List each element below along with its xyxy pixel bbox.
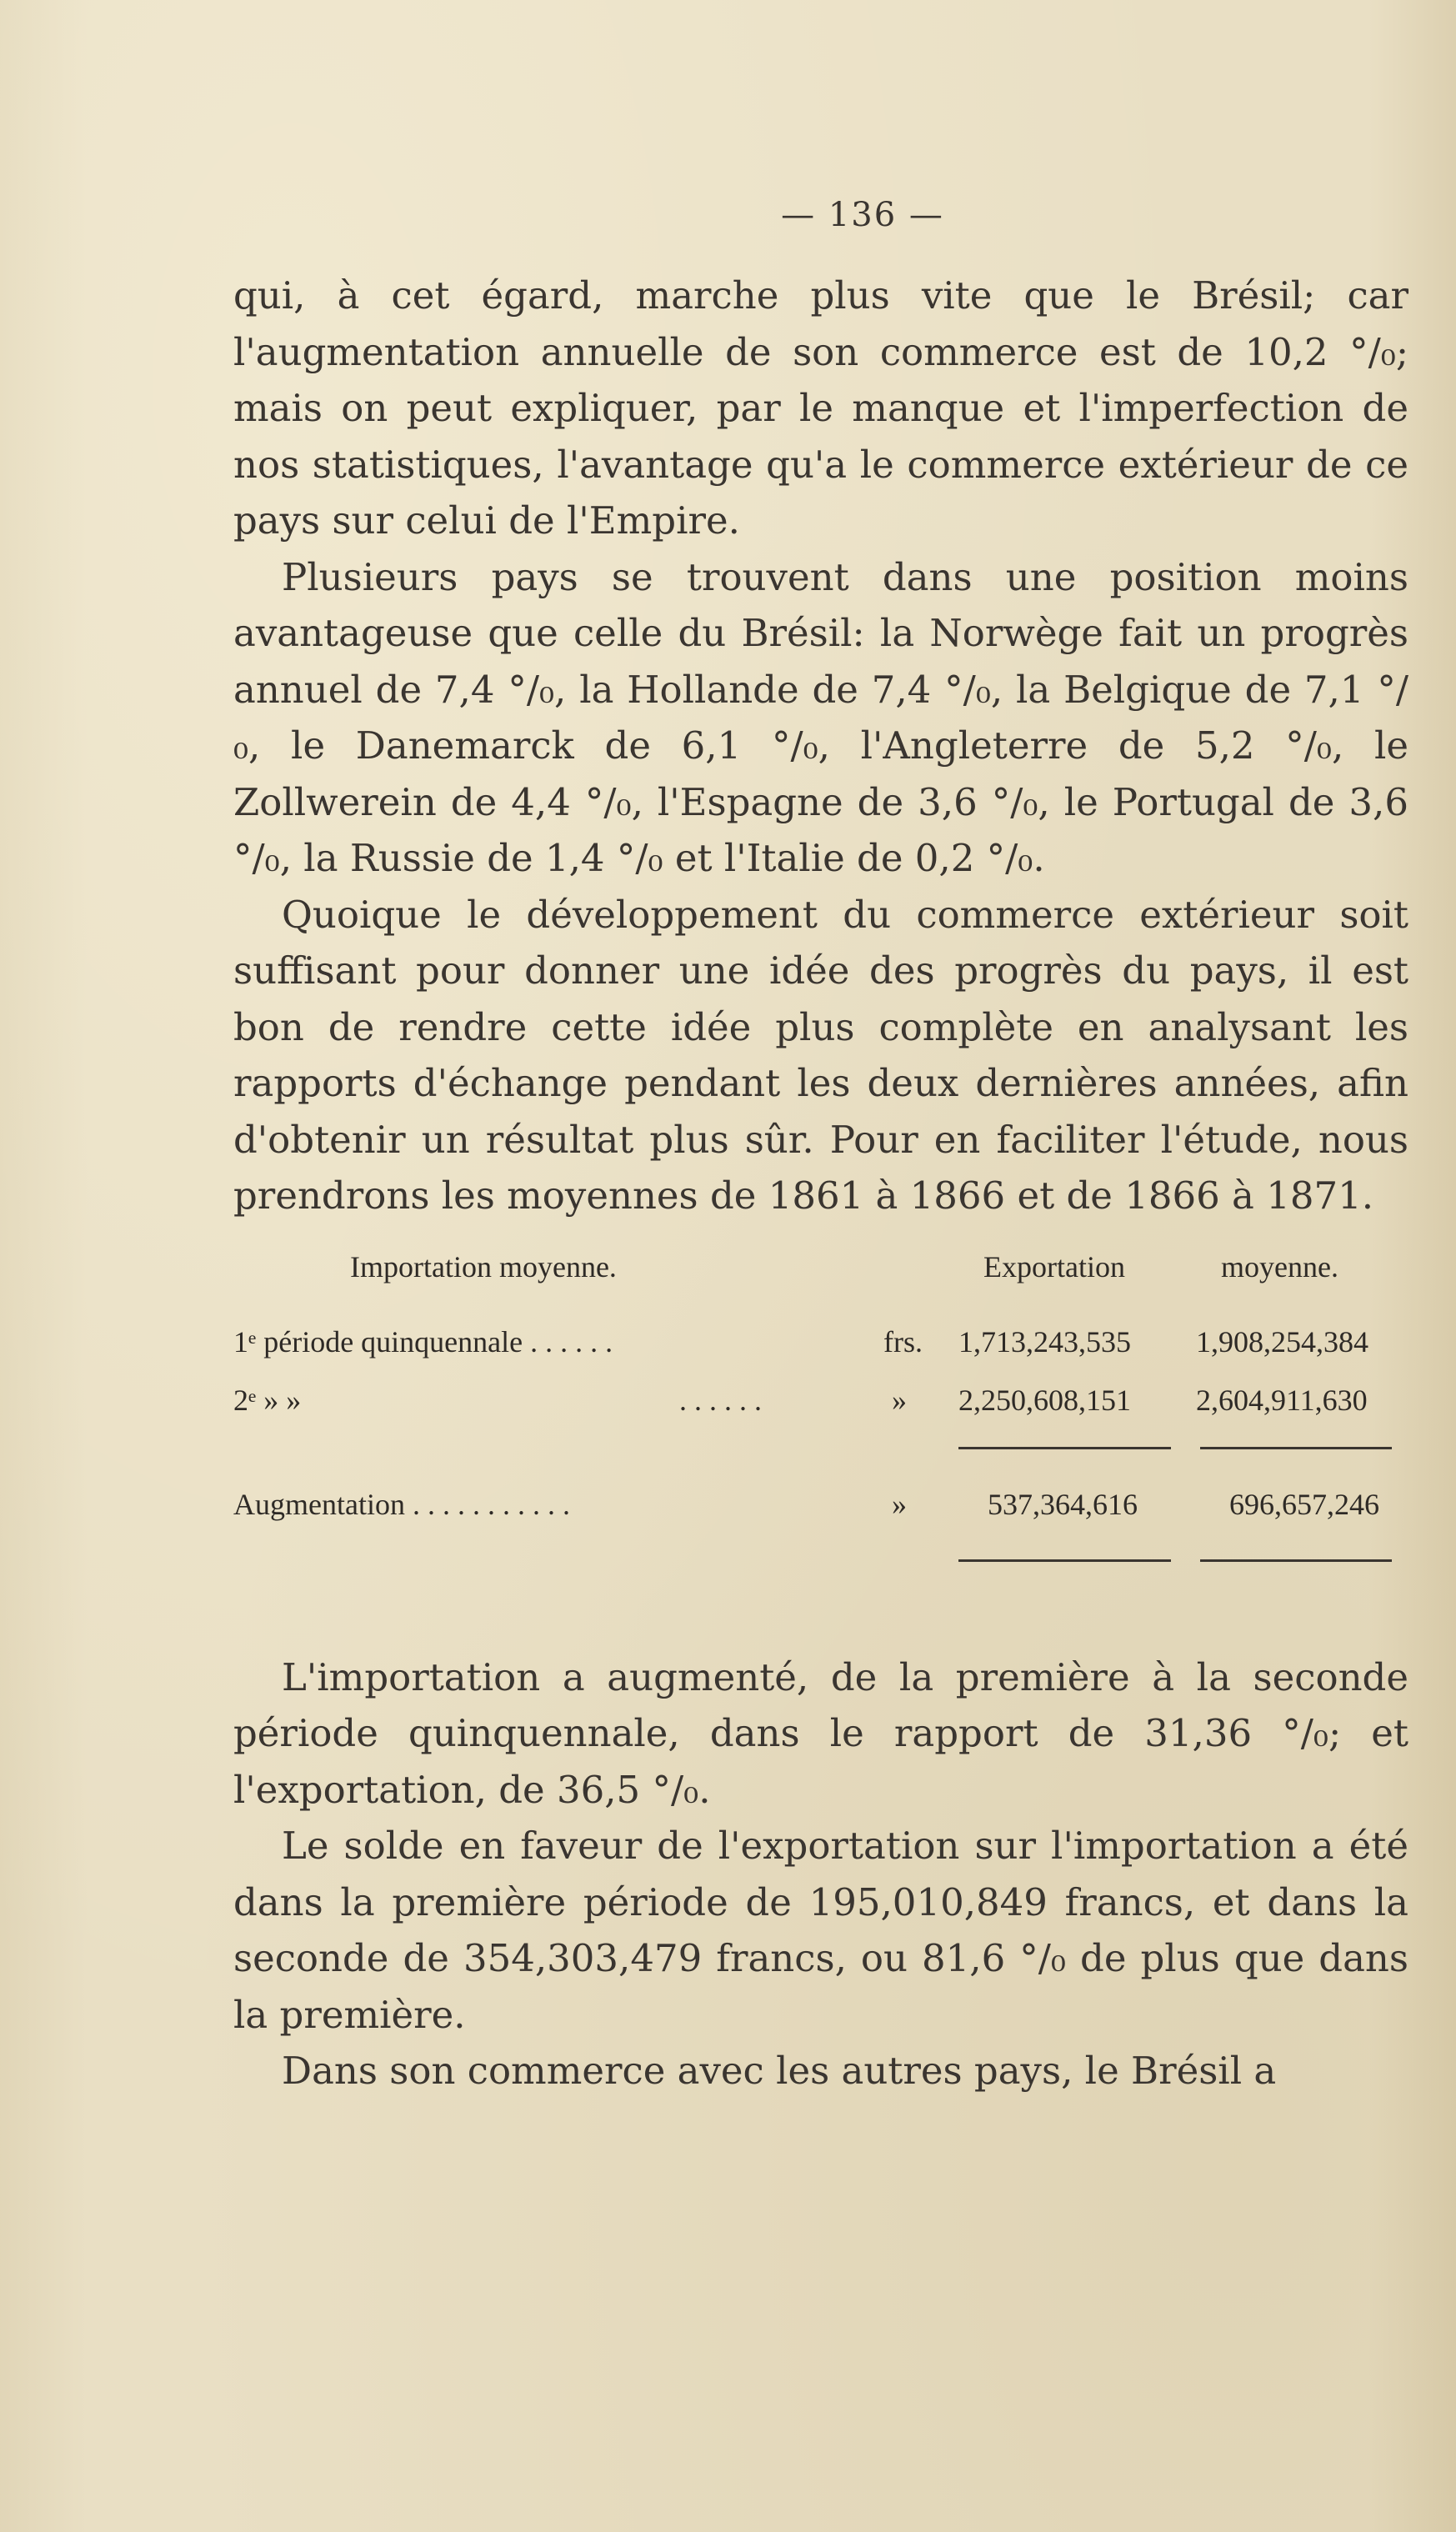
sum-rule-importation: [958, 1447, 1171, 1449]
table-row-label: 2ᵉ » »: [233, 1383, 302, 1417]
table-row-importation: 1,713,243,535: [958, 1324, 1131, 1359]
paragraph-2: Plusieurs pays se trouvent dans une position moins avantageuse que celle du Brésil: la Norwège fait un progrès annuel de 7,4 °/₀, la Hollande de 7,4 °/₀, la Belgique de 7,1 °/₀, le Danemarck de 6,1 °/₀, l'Angleterre de 5,2 °/₀, le Zollwerein de 4,4 °/₀, l'Espagne de 3,6 °/₀, le Portugal de 3,6 °/₀, la Russie de 1,4 °/₀ et l'Italie de 0,2 °/₀.: [233, 554, 1408, 880]
table-total-unit: »: [892, 1487, 907, 1521]
table-total-exportation: 696,657,246: [1229, 1487, 1379, 1521]
table-header-importation: Importation moyenne.: [350, 1249, 617, 1284]
paragraph-5: Le solde en faveur de l'exportation sur l'importation a été dans la première période de 195,010,849 francs, et dans la seconde de 354,303,479 francs, ou 81,6 °/₀ de plus que dans la première.: [233, 1824, 1408, 2037]
total-rule-importation: [958, 1559, 1171, 1562]
table-row-exportation: 2,604,911,630: [1196, 1383, 1368, 1417]
table-row-dots: . . . . . .: [679, 1383, 762, 1417]
paragraph-6: Dans son commerce avec les autres pays, le Brésil a: [282, 2049, 1277, 2093]
page-number: — 136 —: [781, 196, 944, 234]
paragraph-4: L'importation a augmenté, de la première à la seconde période quinquennale, dans le rapport de 31,36 °/₀; et l'exportation, de 36,5 °/₀.: [233, 1654, 1408, 1812]
table-row-importation: 2,250,608,151: [958, 1383, 1131, 1417]
trade-table: [233, 1249, 1408, 1641]
table-row-unit: »: [892, 1383, 907, 1417]
table-row-exportation: 1,908,254,384: [1196, 1324, 1368, 1359]
table-header-moyenne: moyenne.: [1221, 1249, 1338, 1284]
table-row-label: 1ᵉ période quinquennale . . . . . .: [233, 1324, 613, 1359]
sum-rule-exportation: [1200, 1447, 1392, 1449]
book-page: [233, 196, 1408, 2099]
table-header-exportation: Exportation: [983, 1249, 1125, 1284]
paragraph-3: Quoique le développement du commerce extérieur soit suffisant pour donner une idée des progrès du pays, il est bon de rendre cette idée plus complète en analysant les rapports d'échange pendant les deux dernières années, afin d'obtenir un résultat plus sûr. Pour en faciliter l'étude, nous prendrons les moyennes de 1861 à 1866 et de 1866 à 1871.: [233, 892, 1408, 1218]
table-total-label: Augmentation . . . . . . . . . . .: [233, 1487, 570, 1521]
paragraph-1: qui, à cet égard, marche plus vite que le Brésil; car l'augmentation annuelle de son commerce est de 10,2 °/₀; mais on peut expliquer, par le manque et l'imperfection de nos statistiques, l'avantage qu'a le commerce extérieur de ce pays sur celui de l'Empire.: [233, 273, 1408, 543]
table-total-importation: 537,364,616: [988, 1487, 1138, 1521]
table-row-unit: frs.: [883, 1324, 923, 1359]
total-rule-exportation: [1200, 1559, 1392, 1562]
